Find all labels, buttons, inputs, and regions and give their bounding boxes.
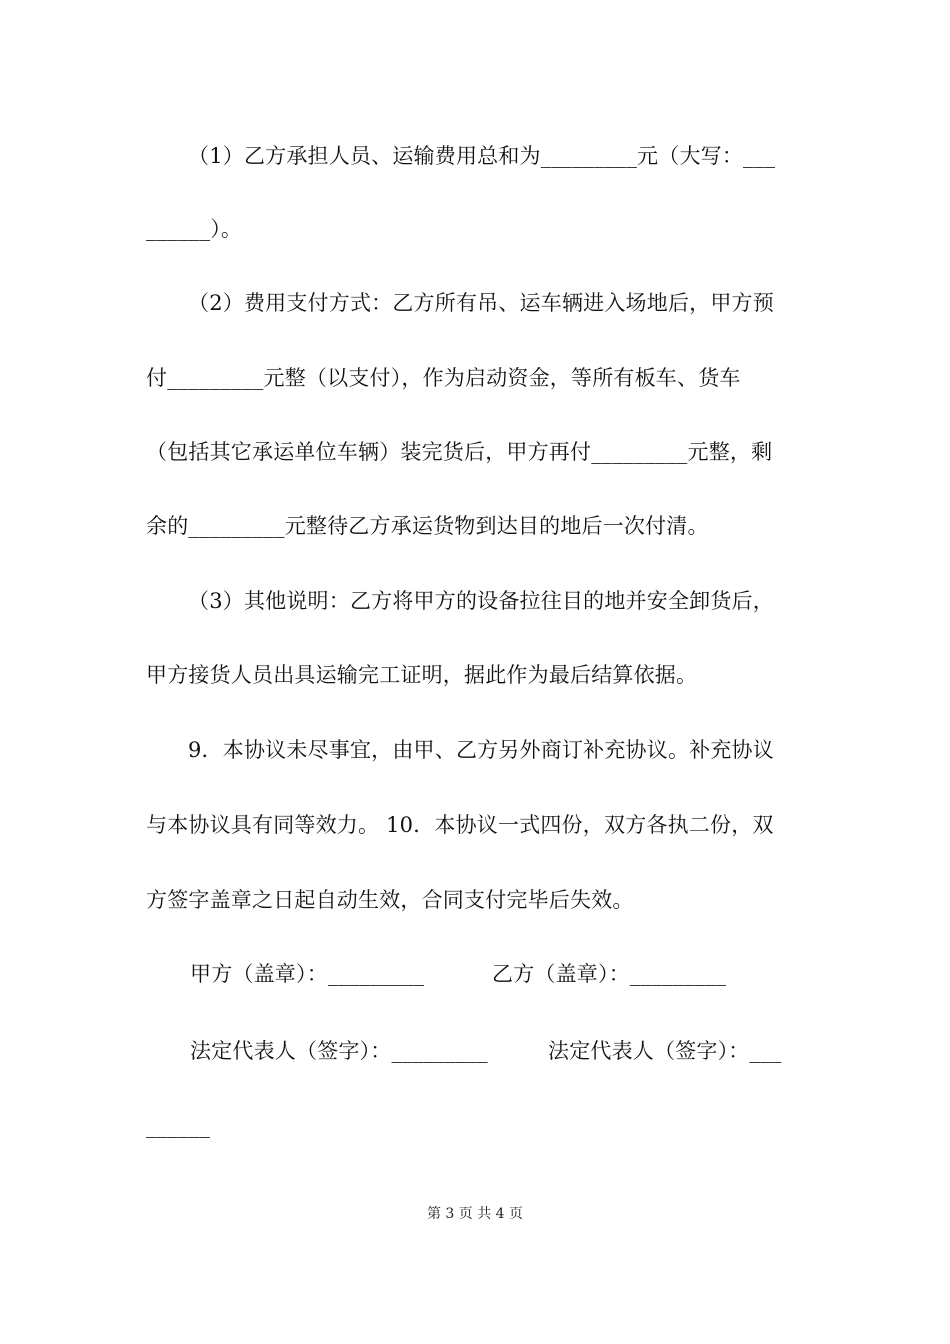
paragraph-line-6: 余的_________元整待乙方承运货物到达目的地后一次付清。: [146, 514, 709, 538]
party-a-representative: 法定代表人（签字）：_________: [190, 1039, 488, 1063]
party-b-representative-continued: ______: [146, 1114, 211, 1138]
paragraph-line-5: （包括其它承运单位车辆）装完货后，甲方再付_________元整，剩: [146, 440, 773, 464]
paragraph-line-1: （1）乙方承担人员、运输费用总和为_________元（大写：___: [188, 144, 776, 168]
paragraph-line-9: 9．本协议未尽事宜，由甲、乙方另外商订补充协议。补充协议: [188, 738, 774, 762]
paragraph-line-11: 方签字盖章之日起自动生效，合同支付完毕后失效。: [146, 888, 634, 912]
paragraph-line-7: （3）其他说明：乙方将甲方的设备拉往目的地并安全卸货后，: [188, 589, 774, 613]
party-b-seal: 乙方（盖章）：_________: [492, 962, 727, 986]
party-b-representative: 法定代表人（签字）：___: [548, 1039, 782, 1063]
paragraph-line-2: ______）。: [146, 217, 243, 241]
paragraph-line-3: （2）费用支付方式：乙方所有吊、运车辆进入场地后，甲方预: [188, 291, 774, 315]
party-a-seal: 甲方（盖章）：_________: [190, 962, 425, 986]
page-footer: 第 3 页 共 4 页: [426, 1206, 524, 1222]
paragraph-line-4: 付_________元整（以支付），作为启动资金，等所有板车、货车: [146, 366, 741, 390]
paragraph-line-10: 与本协议具有同等效力。 10．本协议一式四份，双方各执二份，双: [146, 813, 774, 837]
paragraph-line-8: 甲方接货人员出具运输完工证明，据此作为最后结算依据。: [146, 663, 698, 687]
